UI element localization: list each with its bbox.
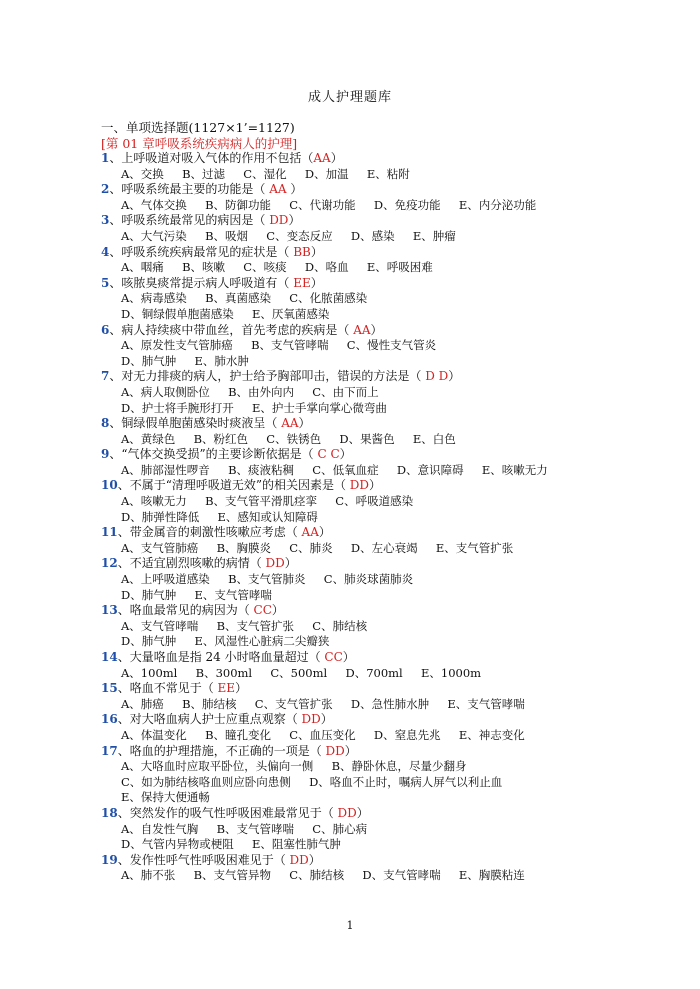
- question-number: 17: [101, 743, 118, 758]
- question-text-end: ）: [342, 650, 355, 664]
- question-text-end: ）: [369, 478, 382, 493]
- answer-key: DD: [337, 805, 357, 820]
- question-number: 4: [101, 244, 110, 259]
- option-line: A、支气管哮喘 B、支气管扩张 C、肺结核: [121, 618, 368, 633]
- answer-key: EE: [293, 275, 311, 290]
- question-list: [101, 151, 601, 884]
- option-line: A、支气管肺癌 B、胸膜炎 C、肺炎 D、左心衰竭 E、支气管扩张: [121, 540, 514, 555]
- question-text: 、咯血的护理措施，不正确的一项是（: [117, 743, 326, 758]
- question-item: [101, 806, 601, 853]
- answer-key: CC: [253, 603, 272, 618]
- question-item: [101, 478, 601, 525]
- question-stem: [101, 853, 601, 869]
- question-item: [101, 213, 601, 244]
- option-line: D、肺弹性降低 E、感知或认知障碍: [121, 509, 318, 524]
- answer-key: AA: [269, 182, 287, 197]
- option-line: A、黄绿色 B、粉红色 C、铁锈色 D、果酱色 E、白色: [121, 431, 456, 446]
- question-text: 、大量咯血是指 24 小时咯血量超过（: [117, 650, 325, 664]
- question-stem: [101, 245, 601, 261]
- question-text-end: ）: [356, 805, 369, 820]
- question-text-end: ）: [288, 213, 301, 228]
- option-line: A、交换 B、过滤 C、湿化 D、加温 E、粘附: [121, 166, 410, 181]
- question-text: 、呼吸系统最主要的功能是（: [109, 182, 270, 197]
- question-text: 、病人持续痰中带血丝，首先考虑的疾病是（: [109, 322, 354, 337]
- question-number: 2: [101, 182, 110, 197]
- question-text-end: ）: [308, 852, 321, 867]
- question-text-end: ）: [320, 712, 333, 727]
- question-stem: [101, 276, 601, 292]
- answer-key: EE: [217, 681, 236, 696]
- option-line: A、咽痛 B、咳嗽 C、咳痰 D、咯血 E、呼吸困难: [121, 260, 433, 275]
- option-line: E、保持大便通畅: [121, 790, 210, 805]
- question-stem: [101, 182, 601, 198]
- answer-key: C C: [317, 447, 340, 462]
- question-item: [101, 276, 601, 323]
- question-number: 19: [101, 852, 118, 867]
- answer-key: CC: [324, 650, 343, 664]
- question-text-end: ）: [284, 556, 297, 571]
- question-stem: [101, 369, 601, 385]
- document-title: 成人护理题库: [307, 90, 392, 105]
- answer-key: DD: [265, 556, 285, 571]
- question-text: 、咯血最常见的病因为（: [117, 603, 254, 618]
- question-number: 12: [101, 556, 118, 571]
- question-stem: [101, 151, 601, 167]
- question-text-end: ）: [271, 603, 284, 618]
- option-line: A、自发性气胸 B、支气管哮喘 C、肺心病: [121, 821, 368, 836]
- answer-key: BB: [293, 244, 311, 259]
- question-text-end: ）: [318, 525, 331, 540]
- question-item: [101, 603, 601, 650]
- question-text: 、对无力排痰的病人，护士给予胸部叩击，错误的方法是（: [109, 369, 426, 384]
- option-line: A、原发性支气管肺癌 B、支气管哮喘 C、慢性支气管炎: [121, 338, 437, 353]
- question-text-end: ）: [344, 743, 357, 758]
- option-line: A、体温变化 B、瞳孔变化 C、血压变化 D、窒息先兆 E、神志变化: [121, 727, 525, 742]
- question-stem: [101, 213, 601, 229]
- option-line: A、咳嗽无力 B、支气管平滑肌痉挛 C、呼吸道感染: [121, 494, 414, 509]
- answer-key: DD: [301, 712, 321, 727]
- question-text: 、不属于“清理呼吸道无效”的相关因素是（: [117, 478, 350, 493]
- option-line: A、病毒感染 B、真菌感染 C、化脓菌感染: [121, 291, 368, 306]
- answer-key: D D: [425, 369, 449, 384]
- option-line: A、肺不张 B、支气管异物 C、肺结核 D、支气管哮喘 E、胸膜粘连: [121, 868, 525, 883]
- section-heading: 一、单项选择题(1127×1’=1127): [101, 120, 295, 135]
- page-number: 1: [346, 919, 354, 932]
- option-line: D、铜绿假单胞菌感染 E、厌氧菌感染: [121, 306, 330, 321]
- question-text: 、突然发作的吸气性呼吸困难最常见于（: [117, 805, 338, 820]
- question-item: [101, 447, 601, 478]
- option-line: A、肺癌 B、肺结核 C、支气管扩张 D、急性肺水肿 E、支气管哮喘: [121, 696, 525, 711]
- question-text-end: ）: [286, 182, 303, 197]
- question-item: [101, 525, 601, 556]
- option-line: A、100ml B、300ml C、500ml D、700ml E、1000m: [121, 665, 482, 680]
- option-line: C、如为肺结核咯血则应卧向患侧 D、咯血不止时，嘱病人屏气以利止血: [121, 774, 503, 789]
- question-item: [101, 182, 601, 213]
- question-text-end: ）: [370, 322, 383, 337]
- question-text-end: ）: [310, 275, 323, 290]
- question-number: 3: [101, 213, 110, 228]
- question-item: [101, 556, 601, 603]
- question-stem: [101, 447, 601, 463]
- question-text: 、对大咯血病人护士应重点观察（: [117, 712, 302, 727]
- question-item: [101, 650, 601, 681]
- option-line: A、大咯血时应取平卧位，头偏向一侧 B、静卧休息，尽量少翻身: [121, 759, 467, 774]
- question-text-end: ）: [298, 416, 311, 431]
- option-line: A、病人取侧卧位 B、由外向内 C、由下而上: [121, 384, 379, 399]
- option-line: D、肺气肿 E、肺水肿: [121, 353, 249, 368]
- answer-key: AA: [281, 416, 299, 431]
- option-line: D、气管内异物或梗阻 E、阻塞性肺气肿: [121, 837, 341, 852]
- question-number: 15: [101, 681, 118, 696]
- answer-key: DD: [269, 213, 289, 228]
- answer-key: AA: [313, 151, 331, 165]
- question-number: 1: [101, 151, 110, 165]
- question-text: 、咯血不常见于（: [117, 681, 218, 696]
- question-stem: [101, 556, 601, 572]
- question-item: [101, 323, 601, 370]
- question-text: 、咳脓臭痰常提示病人呼吸道有（: [109, 275, 294, 290]
- question-text: 、发作性呼气性呼吸困难见于（: [117, 852, 290, 867]
- question-stem: [101, 323, 601, 339]
- question-item: [101, 416, 601, 447]
- question-number: 10: [101, 478, 118, 493]
- option-line: A、肺部湿性啰音 B、痰液粘稠 C、低氧血症 D、意识障碍 E、咳嗽无力: [121, 462, 548, 477]
- question-number: 16: [101, 712, 118, 727]
- question-stem: [101, 478, 601, 494]
- question-stem: [101, 681, 601, 697]
- option-line: D、护士将手腕形打开 E、护士手掌向掌心微弯曲: [121, 400, 387, 415]
- answer-key: DD: [325, 743, 345, 758]
- question-text: 、“气体交换受损”的主要诊断依据是（: [109, 447, 318, 462]
- question-item: [101, 744, 601, 806]
- option-line: A、气体交换 B、防御功能 C、代谢功能 D、免疫功能 E、内分泌功能: [121, 197, 537, 212]
- question-item: [101, 245, 601, 276]
- question-text: 、呼吸系统疾病最常见的症状是（: [109, 244, 294, 259]
- answer-key: DD: [349, 478, 370, 493]
- question-number: 6: [101, 322, 110, 337]
- question-text: 、不适宜剧烈咳嗽的病情（: [117, 556, 266, 571]
- question-stem: [101, 744, 601, 760]
- question-text-end: ）: [448, 369, 461, 384]
- question-stem: [101, 416, 601, 432]
- answer-key: DD: [289, 852, 309, 867]
- question-text-end: ）: [330, 151, 343, 165]
- question-text: 、上呼吸道对吸入气体的作用不包括（: [109, 151, 314, 165]
- question-text: 、带金属音的刺激性咳嗽应考虑（: [117, 525, 302, 540]
- option-line: D、肺气肿 E、风湿性心脏病二尖瓣狭: [121, 634, 330, 649]
- question-stem: [101, 650, 601, 666]
- question-text: 、呼吸系统最常见的病因是（: [109, 213, 270, 228]
- answer-key: AA: [353, 322, 371, 337]
- question-text-end: ）: [235, 681, 248, 696]
- question-item: [101, 853, 601, 884]
- question-number: 13: [101, 603, 118, 618]
- question-text-end: ）: [339, 447, 352, 462]
- question-item: [101, 712, 601, 743]
- question-text-end: ）: [310, 244, 323, 259]
- question-number: 11: [101, 525, 118, 540]
- option-line: A、大气污染 B、吸烟 C、变态反应 D、感染 E、肿瘤: [121, 228, 456, 243]
- question-stem: [101, 806, 601, 822]
- answer-key: AA: [301, 525, 319, 540]
- chapter-heading: [第 01 章呼吸系统疾病病人的护理]: [101, 136, 298, 151]
- question-item: [101, 369, 601, 416]
- question-number: 14: [101, 650, 118, 664]
- question-stem: [101, 603, 601, 619]
- question-number: 9: [101, 447, 110, 462]
- option-line: A、上呼吸道感染 B、支气管肺炎 C、肺炎球菌肺炎: [121, 572, 414, 587]
- question-number: 7: [101, 369, 110, 384]
- question-stem: [101, 712, 601, 728]
- option-line: D、肺气肿 E、支气管哮喘: [121, 587, 272, 602]
- question-number: 18: [101, 805, 118, 820]
- question-text: 、铜绿假单胞菌感染时痰液呈（: [109, 416, 282, 431]
- question-stem: [101, 525, 601, 541]
- question-number: 5: [101, 275, 110, 290]
- question-item: [101, 681, 601, 712]
- question-number: 8: [101, 416, 110, 431]
- question-item: [101, 151, 601, 182]
